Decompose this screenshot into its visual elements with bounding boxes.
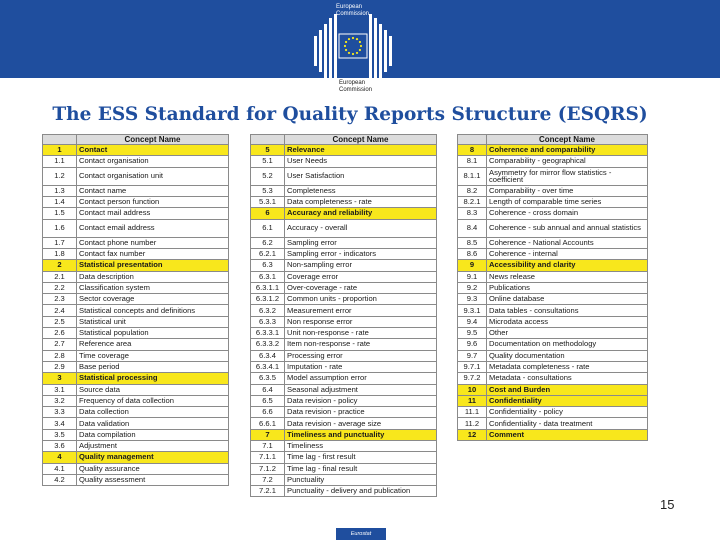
concept-number: 11 bbox=[458, 395, 487, 406]
logo-caption-top: European Commission bbox=[336, 4, 370, 17]
table-row bbox=[251, 407, 437, 418]
table-row bbox=[251, 282, 437, 293]
concept-name: Punctuality - delivery and publication bbox=[285, 486, 437, 497]
concept-name: Quality assurance bbox=[77, 463, 229, 474]
table-row bbox=[251, 384, 437, 395]
concept-number: 5.3 bbox=[251, 185, 285, 196]
section-row bbox=[458, 145, 648, 156]
concept-name: Contact bbox=[77, 145, 229, 156]
section-row bbox=[251, 208, 437, 219]
concept-number: 6.6 bbox=[251, 407, 285, 418]
concept-number: 6.5 bbox=[251, 395, 285, 406]
concept-name: Contact name bbox=[77, 185, 229, 196]
concept-name: Sector coverage bbox=[77, 294, 229, 305]
concept-number: 6.3.3 bbox=[251, 316, 285, 327]
concept-name: Quality management bbox=[77, 452, 229, 463]
table-row bbox=[43, 305, 229, 316]
concept-number: 7 bbox=[251, 429, 285, 440]
concept-name: Over-coverage - rate bbox=[285, 282, 437, 293]
table-row bbox=[458, 282, 648, 293]
concept-number: 6.3.5 bbox=[251, 373, 285, 384]
concept-number: 2.2 bbox=[43, 282, 77, 293]
concept-name: Model assumption error bbox=[285, 373, 437, 384]
concept-name: Other bbox=[487, 328, 648, 339]
table-row bbox=[251, 463, 437, 474]
concept-name: Contact fax number bbox=[77, 248, 229, 259]
concept-name: Length of comparable time series bbox=[487, 196, 648, 207]
concept-name: Adjustment bbox=[77, 440, 229, 451]
concept-name: Comparability - over time bbox=[487, 185, 648, 196]
concept-number: 2.7 bbox=[43, 339, 77, 350]
concept-name: Time lag - first result bbox=[285, 452, 437, 463]
number-header bbox=[43, 135, 77, 145]
concept-number: 8 bbox=[458, 145, 487, 156]
concept-name: Statistical processing bbox=[77, 373, 229, 384]
concept-name: Quality documentation bbox=[487, 350, 648, 361]
concept-number: 6 bbox=[251, 208, 285, 219]
concept-name: Imputation - rate bbox=[285, 361, 437, 372]
concept-number: 4.2 bbox=[43, 474, 77, 485]
concept-number: 9.1 bbox=[458, 271, 487, 282]
concept-number: 1.7 bbox=[43, 237, 77, 248]
table-row bbox=[43, 271, 229, 282]
concept-number: 3 bbox=[43, 373, 77, 384]
concept-name: Coherence - National Accounts bbox=[487, 237, 648, 248]
concept-number: 9.7.2 bbox=[458, 373, 487, 384]
concept-name: Data completeness - rate bbox=[285, 196, 437, 207]
concept-number: 5.2 bbox=[251, 167, 285, 185]
table-row bbox=[43, 407, 229, 418]
concept-name: Comment bbox=[487, 429, 648, 440]
table-row bbox=[458, 196, 648, 207]
section-row bbox=[458, 384, 648, 395]
concept-number: 3.5 bbox=[43, 429, 77, 440]
section-row bbox=[458, 429, 648, 440]
table-row bbox=[43, 474, 229, 485]
concept-number: 4.1 bbox=[43, 463, 77, 474]
section-row bbox=[251, 145, 437, 156]
number-header bbox=[458, 135, 487, 145]
table-row bbox=[458, 167, 648, 185]
table-row bbox=[43, 463, 229, 474]
concept-number: 3.2 bbox=[43, 395, 77, 406]
concept-number: 9 bbox=[458, 260, 487, 271]
concept-number: 8.4 bbox=[458, 219, 487, 237]
eu-star-icon bbox=[352, 53, 354, 55]
logo-caption-bottom: European Commission bbox=[339, 80, 373, 93]
table-row bbox=[458, 361, 648, 372]
concept-name: Microdata access bbox=[487, 316, 648, 327]
concept-name: Contact email address bbox=[77, 219, 229, 237]
concept-name: Metadata completeness - rate bbox=[487, 361, 648, 372]
concept-name: Completeness bbox=[285, 185, 437, 196]
concept-number: 6.4 bbox=[251, 384, 285, 395]
concept-number: 2.8 bbox=[43, 350, 77, 361]
concept-name: Source data bbox=[77, 384, 229, 395]
eu-star-icon bbox=[356, 38, 358, 40]
concept-number: 12 bbox=[458, 429, 487, 440]
section-row bbox=[251, 429, 437, 440]
table-row bbox=[251, 440, 437, 451]
concept-name: Coherence - sub annual and annual statistics bbox=[487, 219, 648, 237]
concept-table-1 bbox=[42, 134, 229, 486]
concept-name-header: Concept Name bbox=[77, 135, 229, 145]
table-row bbox=[251, 156, 437, 167]
table-row bbox=[43, 361, 229, 372]
concept-number: 6.3 bbox=[251, 260, 285, 271]
table-row bbox=[251, 196, 437, 207]
table-row bbox=[458, 185, 648, 196]
concept-number: 5 bbox=[251, 145, 285, 156]
table-row bbox=[43, 316, 229, 327]
concept-name: Unit non-response - rate bbox=[285, 328, 437, 339]
table-row bbox=[43, 395, 229, 406]
eu-star-icon bbox=[356, 52, 358, 54]
table-row bbox=[43, 350, 229, 361]
concept-number: 9.3.1 bbox=[458, 305, 487, 316]
concept-number: 4 bbox=[43, 452, 77, 463]
concept-number: 8.1.1 bbox=[458, 167, 487, 185]
table-row bbox=[458, 373, 648, 384]
concept-name: News release bbox=[487, 271, 648, 282]
table-row bbox=[43, 219, 229, 237]
table-row bbox=[43, 196, 229, 207]
concept-name: Data revision - average size bbox=[285, 418, 437, 429]
table-row bbox=[251, 486, 437, 497]
concept-name: Statistical population bbox=[77, 328, 229, 339]
concept-name: Time lag - final result bbox=[285, 463, 437, 474]
concept-number: 2.6 bbox=[43, 328, 77, 339]
concept-number: 2.1 bbox=[43, 271, 77, 282]
concept-number: 1.6 bbox=[43, 219, 77, 237]
table-row bbox=[458, 248, 648, 259]
concept-name: Data revision - practice bbox=[285, 407, 437, 418]
table-row bbox=[251, 350, 437, 361]
concept-name: User Satisfaction bbox=[285, 167, 437, 185]
section-row bbox=[43, 373, 229, 384]
eu-star-icon bbox=[345, 41, 347, 43]
concept-name-header: Concept Name bbox=[487, 135, 648, 145]
concept-name: Contact organisation bbox=[77, 156, 229, 167]
concept-number: 1.3 bbox=[43, 185, 77, 196]
table-row bbox=[458, 350, 648, 361]
concept-name-header: Concept Name bbox=[285, 135, 437, 145]
concept-number: 6.3.2 bbox=[251, 305, 285, 316]
concept-name: Contact organisation unit bbox=[77, 167, 229, 185]
concept-number: 6.3.3.1 bbox=[251, 328, 285, 339]
table-row bbox=[251, 271, 437, 282]
concept-name: Common units - proportion bbox=[285, 294, 437, 305]
concept-number: 9.6 bbox=[458, 339, 487, 350]
concept-name: Accessibility and clarity bbox=[487, 260, 648, 271]
concept-name: Confidentiality bbox=[487, 395, 648, 406]
concept-name: Timeliness bbox=[285, 440, 437, 451]
concept-number: 2.3 bbox=[43, 294, 77, 305]
concept-number: 2 bbox=[43, 260, 77, 271]
concept-number: 3.6 bbox=[43, 440, 77, 451]
concept-name: Sampling error bbox=[285, 237, 437, 248]
table-row bbox=[251, 395, 437, 406]
concept-number: 1.1 bbox=[43, 156, 77, 167]
table-row bbox=[43, 208, 229, 219]
concept-name: User Needs bbox=[285, 156, 437, 167]
table-row bbox=[43, 339, 229, 350]
concept-number: 1 bbox=[43, 145, 77, 156]
table-row bbox=[251, 248, 437, 259]
table-row bbox=[458, 407, 648, 418]
table-row bbox=[43, 429, 229, 440]
section-row bbox=[43, 260, 229, 271]
concept-number: 1.5 bbox=[43, 208, 77, 219]
concept-name: Processing error bbox=[285, 350, 437, 361]
table-row bbox=[43, 248, 229, 259]
concept-number: 1.2 bbox=[43, 167, 77, 185]
concept-number: 7.2 bbox=[251, 474, 285, 485]
concept-number: 11.1 bbox=[458, 407, 487, 418]
concept-name: Statistical concepts and definitions bbox=[77, 305, 229, 316]
table-row bbox=[458, 237, 648, 248]
concept-number: 9.4 bbox=[458, 316, 487, 327]
table-row bbox=[458, 328, 648, 339]
concept-number: 2.9 bbox=[43, 361, 77, 372]
eu-star-icon bbox=[348, 38, 350, 40]
concept-number: 7.1.2 bbox=[251, 463, 285, 474]
concept-number: 1.4 bbox=[43, 196, 77, 207]
eu-star-icon bbox=[348, 52, 350, 54]
concept-name: Statistical presentation bbox=[77, 260, 229, 271]
eu-star-icon bbox=[359, 41, 361, 43]
eu-star-icon bbox=[360, 45, 362, 47]
concept-name: Coherence and comparability bbox=[487, 145, 648, 156]
concept-number: 9.2 bbox=[458, 282, 487, 293]
table-row bbox=[43, 440, 229, 451]
concept-number: 6.2 bbox=[251, 237, 285, 248]
concept-name: Sampling error - indicators bbox=[285, 248, 437, 259]
concept-name: Accuracy - overall bbox=[285, 219, 437, 237]
concept-number: 5.1 bbox=[251, 156, 285, 167]
table-row bbox=[43, 237, 229, 248]
table-row bbox=[458, 271, 648, 282]
table-row bbox=[251, 237, 437, 248]
table-row bbox=[251, 294, 437, 305]
concept-name: Quality assessment bbox=[77, 474, 229, 485]
concept-name: Non response error bbox=[285, 316, 437, 327]
eu-star-icon bbox=[359, 49, 361, 51]
concept-name: Data compilation bbox=[77, 429, 229, 440]
eu-star-icon bbox=[352, 37, 354, 39]
concept-number: 6.6.1 bbox=[251, 418, 285, 429]
table-row bbox=[251, 316, 437, 327]
table-row bbox=[458, 294, 648, 305]
concept-name: Data description bbox=[77, 271, 229, 282]
concept-name: Timeliness and punctuality bbox=[285, 429, 437, 440]
concept-number: 6.3.4 bbox=[251, 350, 285, 361]
concept-name: Measurement error bbox=[285, 305, 437, 316]
concept-table-2 bbox=[250, 134, 437, 497]
concept-number: 6.3.3.2 bbox=[251, 339, 285, 350]
concept-number: 8.3 bbox=[458, 208, 487, 219]
concept-name: Classification system bbox=[77, 282, 229, 293]
concept-name: Data validation bbox=[77, 418, 229, 429]
table-row bbox=[251, 452, 437, 463]
concept-number: 8.1 bbox=[458, 156, 487, 167]
concept-name: Cost and Burden bbox=[487, 384, 648, 395]
concept-name: Publications bbox=[487, 282, 648, 293]
eu-star-icon bbox=[345, 49, 347, 51]
concept-name: Relevance bbox=[285, 145, 437, 156]
concept-name: Coherence - cross domain bbox=[487, 208, 648, 219]
concept-number: 8.2 bbox=[458, 185, 487, 196]
table-row bbox=[251, 418, 437, 429]
concept-number: 9.5 bbox=[458, 328, 487, 339]
concept-number: 7.1.1 bbox=[251, 452, 285, 463]
concept-name: Reference area bbox=[77, 339, 229, 350]
concept-number: 9.7.1 bbox=[458, 361, 487, 372]
footer-logo: Eurostat bbox=[336, 528, 386, 540]
concept-name: Contact person function bbox=[77, 196, 229, 207]
concept-number: 7.1 bbox=[251, 440, 285, 451]
concept-name: Data tables - consultations bbox=[487, 305, 648, 316]
concept-number: 2.4 bbox=[43, 305, 77, 316]
table-row bbox=[43, 294, 229, 305]
concept-name: Base period bbox=[77, 361, 229, 372]
table-row bbox=[251, 373, 437, 384]
table-row bbox=[251, 260, 437, 271]
table-row bbox=[251, 328, 437, 339]
table-row bbox=[458, 219, 648, 237]
concept-number: 9.3 bbox=[458, 294, 487, 305]
concept-name: Confidentiality - data treatment bbox=[487, 418, 648, 429]
concept-number: 6.2.1 bbox=[251, 248, 285, 259]
table-row bbox=[458, 316, 648, 327]
table-row bbox=[251, 339, 437, 350]
page-number: 15 bbox=[660, 497, 675, 512]
section-row bbox=[43, 452, 229, 463]
concept-name: Documentation on methodology bbox=[487, 339, 648, 350]
section-row bbox=[43, 145, 229, 156]
concept-number: 6.3.1 bbox=[251, 271, 285, 282]
page-title: The ESS Standard for Quality Reports Structure (ESQRS) bbox=[52, 104, 648, 125]
concept-name: Coherence - internal bbox=[487, 248, 648, 259]
table-row bbox=[458, 339, 648, 350]
section-row bbox=[458, 395, 648, 406]
concept-number: 8.6 bbox=[458, 248, 487, 259]
concept-name: Online database bbox=[487, 294, 648, 305]
concept-number: 3.3 bbox=[43, 407, 77, 418]
table-row bbox=[43, 185, 229, 196]
concept-number: 6.3.1.1 bbox=[251, 282, 285, 293]
concept-number: 1.8 bbox=[43, 248, 77, 259]
table-row bbox=[43, 418, 229, 429]
table-row bbox=[458, 305, 648, 316]
concept-number: 8.5 bbox=[458, 237, 487, 248]
table-row bbox=[43, 328, 229, 339]
concept-name: Non-sampling error bbox=[285, 260, 437, 271]
concept-name: Confidentiality - policy bbox=[487, 407, 648, 418]
concept-number: 11.2 bbox=[458, 418, 487, 429]
table-row bbox=[251, 185, 437, 196]
table-row bbox=[43, 282, 229, 293]
concept-name: Comparability - geographical bbox=[487, 156, 648, 167]
concept-name: Data collection bbox=[77, 407, 229, 418]
table-row bbox=[251, 305, 437, 316]
concept-number: 6.1 bbox=[251, 219, 285, 237]
table-row bbox=[251, 361, 437, 372]
table-row bbox=[43, 384, 229, 395]
concept-name: Item non-response - rate bbox=[285, 339, 437, 350]
table-row bbox=[251, 474, 437, 485]
concept-number: 3.4 bbox=[43, 418, 77, 429]
concept-number: 3.1 bbox=[43, 384, 77, 395]
concept-number: 9.7 bbox=[458, 350, 487, 361]
concept-name: Contact phone number bbox=[77, 237, 229, 248]
concept-name: Contact mail address bbox=[77, 208, 229, 219]
number-header bbox=[251, 135, 285, 145]
concept-name: Frequency of data collection bbox=[77, 395, 229, 406]
concept-name: Asymmetry for mirror flow statistics - coefficient bbox=[487, 167, 648, 185]
concept-name: Statistical unit bbox=[77, 316, 229, 327]
concept-name: Data revision - policy bbox=[285, 395, 437, 406]
concept-number: 2.5 bbox=[43, 316, 77, 327]
concept-number: 8.2.1 bbox=[458, 196, 487, 207]
table-row bbox=[458, 208, 648, 219]
eu-star-icon bbox=[344, 45, 346, 47]
concept-number: 6.3.4.1 bbox=[251, 361, 285, 372]
concept-name: Metadata - consultations bbox=[487, 373, 648, 384]
concept-name: Punctuality bbox=[285, 474, 437, 485]
concept-table-3 bbox=[457, 134, 648, 441]
concept-number: 10 bbox=[458, 384, 487, 395]
table-row bbox=[458, 418, 648, 429]
section-row bbox=[458, 260, 648, 271]
table-row bbox=[43, 156, 229, 167]
concept-name: Coverage error bbox=[285, 271, 437, 282]
concept-number: 7.2.1 bbox=[251, 486, 285, 497]
table-row bbox=[43, 167, 229, 185]
table-row bbox=[251, 219, 437, 237]
concept-number: 5.3.1 bbox=[251, 196, 285, 207]
concept-number: 6.3.1.2 bbox=[251, 294, 285, 305]
concept-name: Time coverage bbox=[77, 350, 229, 361]
table-row bbox=[251, 167, 437, 185]
concept-name: Accuracy and reliability bbox=[285, 208, 437, 219]
concept-name: Seasonal adjustment bbox=[285, 384, 437, 395]
table-row bbox=[458, 156, 648, 167]
